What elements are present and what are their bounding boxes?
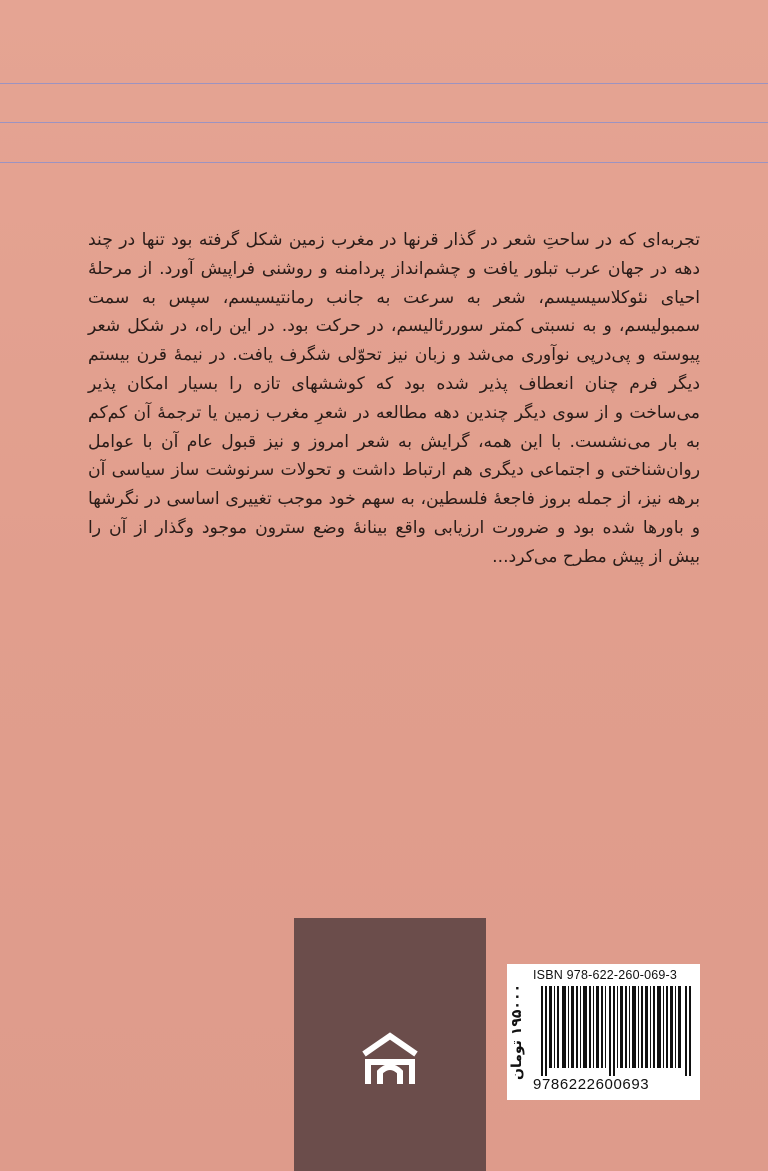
isbn-label: ISBN 978-622-260-069-3 [533, 968, 678, 982]
publisher-logo-block [294, 918, 486, 1171]
ean-digits: 9786222600693 [533, 1076, 650, 1093]
blurb-paragraph: تجربه‌ای که در ساحتِ شعر در گذار قرنها در مغرب زمین شکل گرفته بود تنها در چند دهه در جهان عرب تبلور یافت و چشم‌انداز پردامنه و روشنی فراپیش آورد. از مرحلهٔ احیای نئوکلاسیسیسم، شعر به سرعت به جانب رمانتیسیسم، سپس به سمت سمبولیسم، و به نسبتی کمتر سوررئالیسم، در حرکت بود. در این راه، در شکل شعر پیوسته و پی‌در‌پی نوآوری می‌شد و زبان نیز تحوّلی شگرف یافت. در نیمهٔ قرن بیستم دیگر فرم چنان انعطاف پذیر شده بود که کوششهای تازه را بسیار امکان پذیر می‌ساخت و از سوی دیگر چندین دهه مطالعه در شعرِ مغرب زمین یا ترجمهٔ آن کم‌کم به بار می‌نشست. با این همه، گرایش به شعر امروز و نیز قبول عام آن با عوامل روان‌شناختی و اجتماعی دیگری هم ارتباط داشت و تحولات سرنوشت ساز سیاسی آن برهه نیز، از جمله بروز فاجعهٔ فلسطین، به سهم خود موجب تغییری اساسی در نگرشها و باورها شده بود و ضرورت ارزیابی واقع بینانهٔ وضع سترون موجود وگذار از آن را بیش از پیش مطرح می‌کرد... [88, 230, 700, 567]
price-label: ۱۹۵۰۰۰ تومان [509, 983, 525, 1081]
house-arch-logo-icon [358, 1028, 422, 1088]
rule-line [0, 83, 768, 84]
rule-line [0, 162, 768, 163]
barcode-box [507, 964, 700, 1100]
rule-line [0, 122, 768, 123]
barcode [541, 986, 693, 1076]
blurb-text [88, 226, 700, 572]
